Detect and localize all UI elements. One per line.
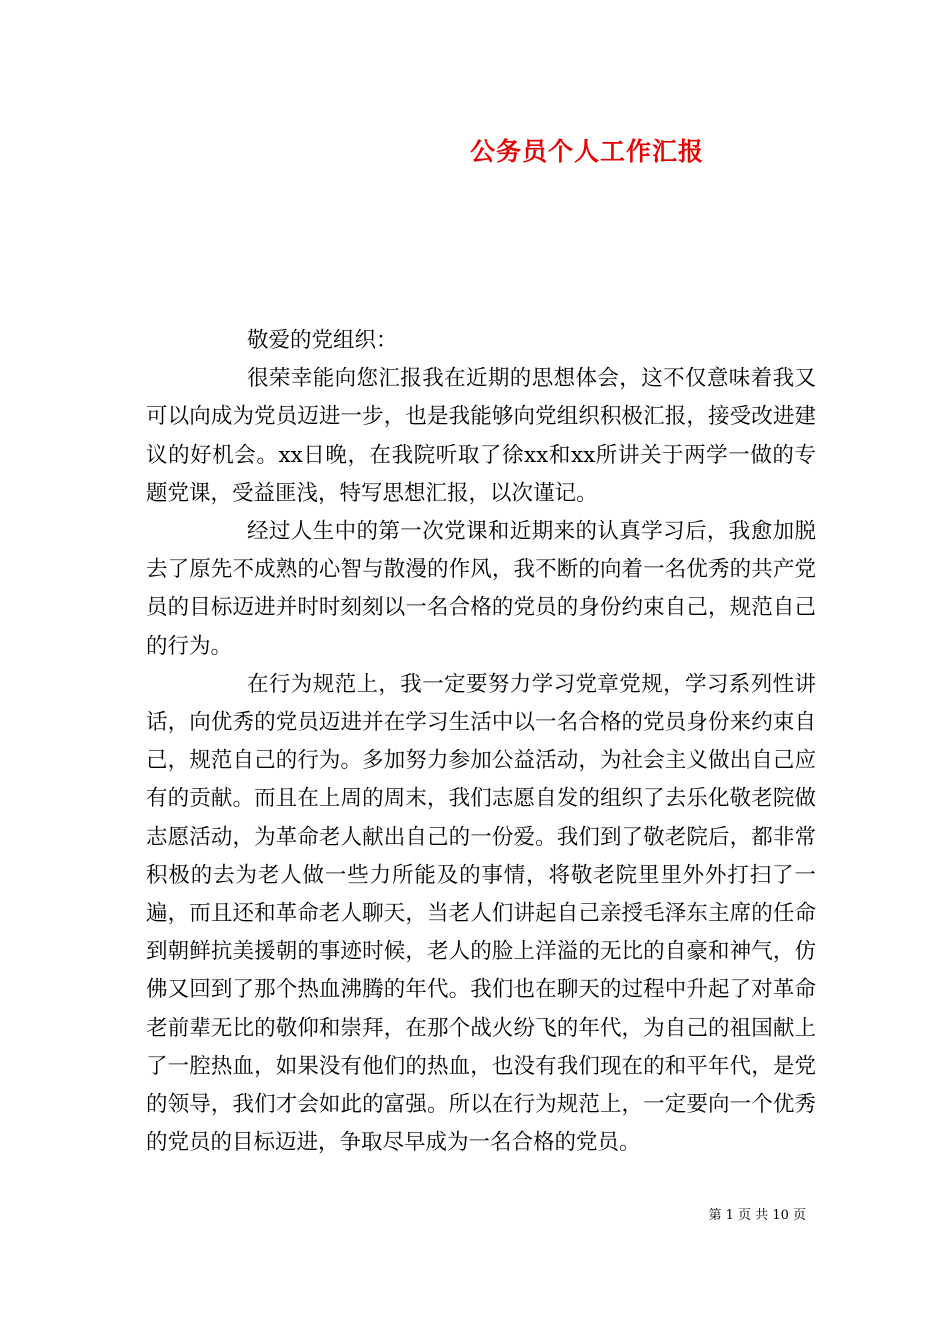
document-title: 公务员个人工作汇报 [470, 137, 705, 166]
paragraph-3: 在行为规范上，我一定要努力学习党章党规，学习系列性讲话，向优秀的党员迈进并在学习生活中以一名合格的党员身份来约束自己，规范自己的行为。多加努力参加公益活动，为社会主义做出自己应有的贡献。而且在上周的周末，我们志愿自发的组织了去乐化敬老院做志愿活动，为革命老人献出自己的一份爱。我们到了敬老院后，都非常积极的去为老人做一些力所能及的事情，将敬老院里里外外打扫了一遍，而且还和革命老人聊天，当老人们讲起自己亲授毛泽东主席的任命到朝鲜抗美援朝的事迹时候，老人的脸上洋溢的无比的自豪和神气，仿佛又回到了那个热血沸腾的年代。我们也在聊天的过程中升起了对革命老前辈无比的敬仰和崇拜，在那个战火纷飞的年代，为自己的祖国献上了一腔热血，如果没有他们的热血，也没有我们现在的和平年代，是党的领导，我们才会如此的富强。所以在行为规范上，一定要向一个优秀的党员的目标迈进，争取尽早成为一名合格的党员。 [146, 671, 816, 1156]
paragraph-2: 经过人生中的第一次党课和近期来的认真学习后，我愈加脱去了原先不成熟的心智与散漫的作风，我不断的向着一名优秀的共产党员的目标迈进并时时刻刻以一名合格的党员的身份约束自己，规范自己的行为。 [146, 519, 816, 659]
salutation: 敬爱的党组织： [247, 328, 398, 353]
paragraph-1: 很荣幸能向您汇报我在近期的思想体会，这不仅意味着我又可以向成为党员迈进一步，也是我能够向党组织积极汇报，接受改进建议的好机会。xx日晚，在我院听取了徐xx和xx所讲关于两学一做的专题党课，受益匪浅，特写思想汇报，以次谨记。 [146, 366, 816, 506]
page-number-footer: 第 1 页 共 10 页 [708, 1208, 806, 1223]
document-body [146, 322, 816, 1162]
